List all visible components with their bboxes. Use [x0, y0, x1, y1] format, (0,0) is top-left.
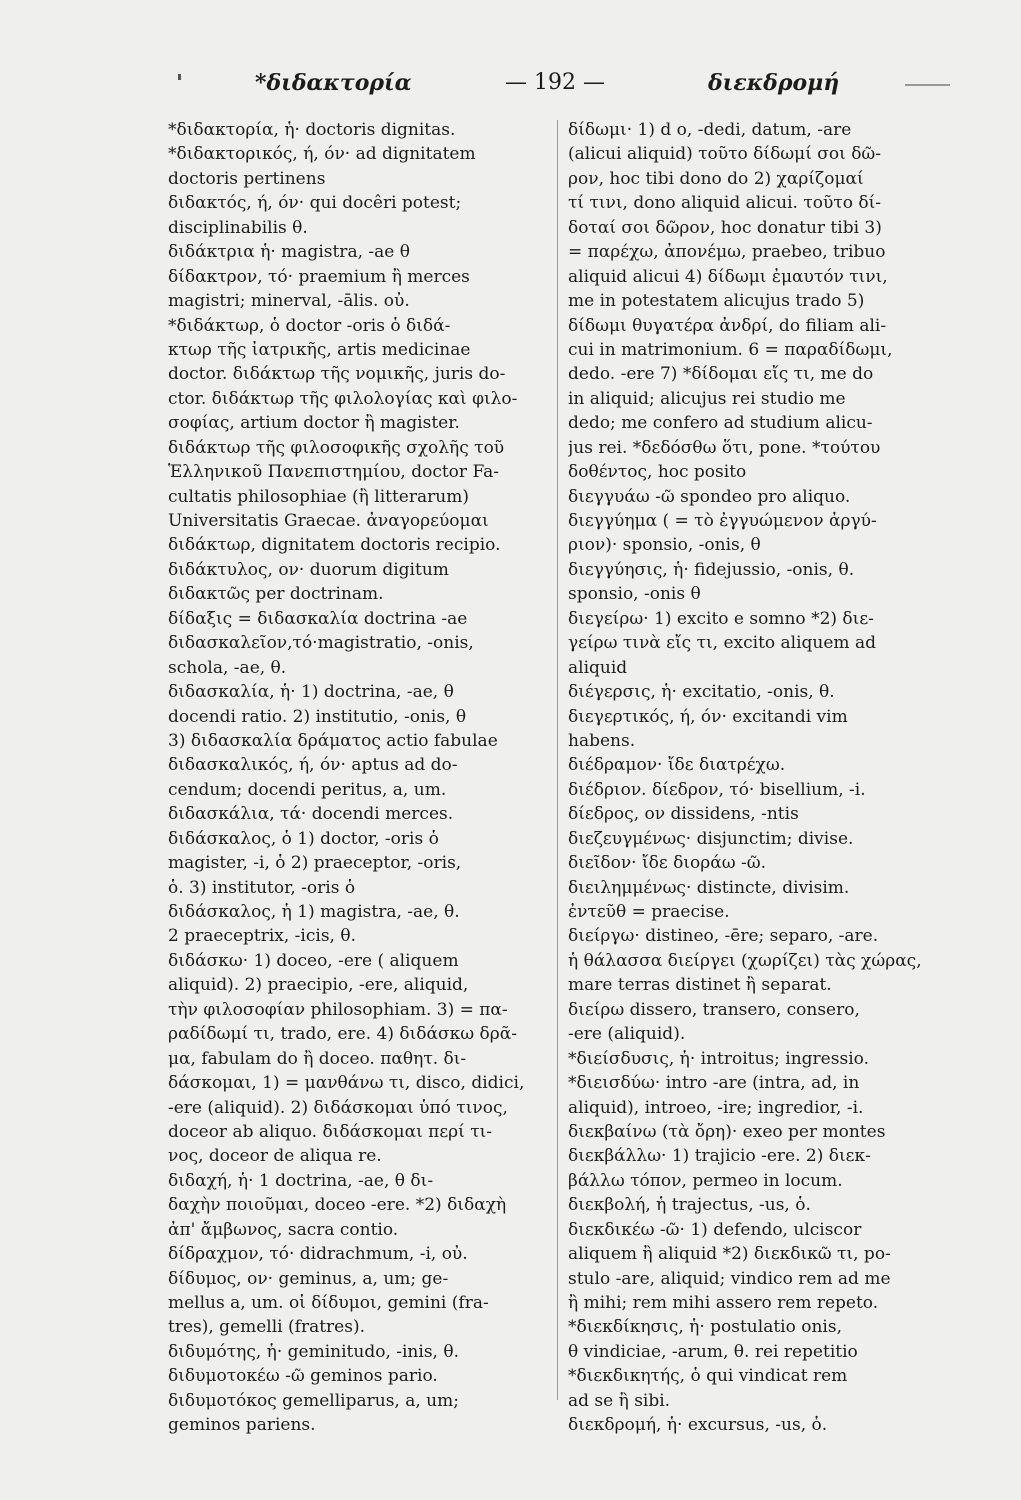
- entry-line: διδακτῶς per doctrinam.: [168, 584, 384, 605]
- entry-line: δαχὴν ποιοῦμαι, doceo -ere. *2) διδαχὴ: [168, 1195, 507, 1216]
- page-number: — 192 —: [505, 70, 605, 95]
- left-column: [168, 118, 558, 1438]
- entry-line: δοθέντος, hoc posito: [568, 462, 747, 483]
- entry-line: magister, -i, ὁ 2) praeceptor, -oris,: [168, 853, 462, 874]
- entry-line: δίδαξις = διδασκαλία doctrina -ae: [168, 608, 468, 629]
- entry-line: = παρέχω, ἀπονέμω, praebeo, tribuo: [568, 242, 886, 263]
- entry-line: Universitatis Graecae. ἀναγορεύομαι: [168, 511, 489, 531]
- entry-line: διεγγύησις, ἡ· fidejussio, -onis, θ.: [568, 559, 855, 580]
- entry-line: in aliquid; alicujus rei studio me: [568, 388, 846, 409]
- entry-line: διδάσκαλος, ὁ 1) doctor, -oris ὁ: [168, 828, 439, 849]
- entry-line: *διεισδύω· intro -are (intra, ad, in: [568, 1073, 860, 1094]
- entry-line: διδάκτωρ τῆς φιλοσοφικῆς σχολῆς τοῦ: [168, 437, 505, 458]
- entry-line: διδασκαλεῖον,τό·magistratio, -onis,: [168, 633, 474, 654]
- entry-line: διδακτός, ή, όν· qui docêri potest;: [168, 193, 462, 214]
- entry-line: διεκβάλλω· 1) trajicio -ere. 2) διεκ-: [568, 1146, 871, 1167]
- entry-line: διδάσκαλος, ἡ 1) magistra, -ae, θ.: [168, 902, 460, 922]
- left-running-headword: *διδακτορία: [255, 70, 412, 96]
- entry-line: doceor ab aliquo. διδάσκομαι περί τι-: [168, 1121, 493, 1142]
- entry-line: διεζευγμένως· disjunctim; divise.: [568, 828, 854, 849]
- entry-line: ριον)· sponsio, -onis, θ: [568, 535, 761, 556]
- entry-line: δίδραχμον, τό· didrachmum, -i, οὐ.: [168, 1244, 468, 1265]
- entry-line: aliquid), introeo, -ire; ingredior, -i.: [568, 1097, 864, 1118]
- entry-line: *διδακτορικός, ή, όν· ad dignitatem: [168, 144, 476, 165]
- entry-line: mare terras distinet ἢ separat.: [568, 975, 832, 996]
- entry-line: διδάκτυλος, ον· duorum digitum: [168, 559, 449, 580]
- entry-line: δάσκομαι, 1) = μανθάνω τι, disco, didici,: [168, 1073, 525, 1094]
- entry-line: ad se ἢ sibi.: [568, 1390, 671, 1411]
- entry-line: aliquid alicui 4) δίδωμι ἐμαυτόν τινι,: [568, 266, 888, 287]
- column-divider: [557, 120, 558, 1400]
- entry-line: habens.: [568, 730, 636, 751]
- entry-line: διεκδρομή, ἡ· excursus, -us, ὁ.: [568, 1415, 828, 1436]
- entry-line: διείργω· distineo, -ēre; separo, -are.: [568, 926, 879, 947]
- entry-line: διείρω dissero, transero, consero,: [568, 999, 860, 1020]
- entry-line: stulo -are, aliquid; vindico rem ad me: [568, 1268, 891, 1289]
- entry-line: aliquid). 2) praecipio, -ere, aliquid,: [168, 975, 469, 996]
- entry-line: (alicui aliquid) τοῦτο δίδωμί σοι δῶ-: [568, 144, 882, 165]
- entry-line: διεγγυάω -ῶ spondeo pro aliquo.: [568, 486, 851, 507]
- entry-line: mellus a, um. οἱ δίδυμοι, gemini (fra-: [168, 1293, 489, 1313]
- entry-line: διδασκάλια, τά· docendi merces.: [168, 804, 454, 825]
- entry-line: doctoris pertinens: [168, 168, 326, 189]
- page-header: [0, 64, 1021, 104]
- entry-line: διειλημμένως· distincte, divisim.: [568, 877, 850, 898]
- entry-line: διδάκτωρ, dignitatem doctoris recipio.: [168, 535, 501, 556]
- entry-line: aliquem ἢ aliquid *2) διεκδικῶ τι, po-: [568, 1244, 891, 1265]
- entry-line: κτωρ τῆς ἰατρικῆς, artis medicinae: [168, 339, 471, 360]
- entry-line: 3) διδασκαλία δράματος actio fabulae: [168, 730, 498, 751]
- entry-line: διδυμοτοκέω -ῶ geminos pario.: [168, 1366, 438, 1387]
- entry-line: docendi ratio. 2) institutio, -onis, θ: [168, 706, 467, 727]
- entry-line: διεγγύημα ( = τὸ ἐγγυώμενον ἀργύ-: [568, 511, 877, 531]
- entry-line: dedo; me confero ad studium alicu-: [568, 413, 873, 434]
- entry-line: γείρω τινὰ εἴς τι, excito aliquem ad: [568, 633, 876, 654]
- entry-line: disciplinabilis θ.: [168, 217, 308, 238]
- entry-line: διδυμοτόκος gemelliparus, a, um;: [168, 1390, 459, 1411]
- entry-line: *διδάκτωρ, ὁ doctor -oris ὁ διδά-: [168, 315, 451, 336]
- entry-line: *διδακτορία, ἡ· doctoris dignitas.: [168, 120, 456, 140]
- entry-line: tres), gemelli (fratres).: [168, 1317, 365, 1338]
- entry-line: *διεκδίκησις, ἡ· postulatio onis,: [568, 1317, 842, 1338]
- entry-line: ρον, hoc tibi dono do 2) χαρίζομαί: [568, 168, 864, 189]
- entry-line: δίεδρος, ον dissidens, -ntis: [568, 804, 799, 825]
- entry-line: θ vindiciae, -arum, θ. rei repetitio: [568, 1341, 858, 1362]
- entry-line: διέδριον. δίεδρον, τό· bisellium, -i.: [568, 779, 866, 800]
- right-column: [568, 118, 950, 1438]
- entry-line: ἢ mihi; rem mihi assero rem repeto.: [568, 1293, 879, 1313]
- entry-line: 2 praeceptrix, -icis, θ.: [168, 926, 356, 947]
- right-running-headword: διεκδρομή: [708, 70, 840, 96]
- entry-line: διδάκτρια ἡ· magistra, -ae θ: [168, 242, 410, 263]
- entry-line: ραδίδωμί τι, trado, ere. 4) διδάσκω δρᾶ-: [168, 1024, 517, 1045]
- entry-line: ctor. διδάκτωρ τῆς φιλολογίας καὶ φιλο-: [168, 388, 518, 409]
- entry-line: ἀπ' ἄμβωνος, sacra contio.: [168, 1219, 399, 1240]
- entry-line: βάλλω τόπον, permeo in locum.: [568, 1170, 843, 1191]
- entry-line: ἐντεῦθ = praecise.: [568, 902, 730, 922]
- entry-line: magistri; minerval, -ālis. οὐ.: [168, 291, 410, 312]
- entry-line: -ere (aliquid). 2) διδάσκομαι ὑπό τινος,: [168, 1097, 508, 1118]
- entry-line: aliquid: [568, 657, 628, 678]
- entry-line: διδασκαλία, ἡ· 1) doctrina, -ae, θ: [168, 682, 454, 703]
- entry-line: cultatis philosophiae (ἢ litterarum): [168, 486, 469, 507]
- entry-line: διδυμότης, ἡ· geminitudo, -inis, θ.: [168, 1341, 459, 1362]
- entry-line: διεκβαίνω (τὰ ὄρη)· exeo per montes: [568, 1121, 886, 1142]
- entry-line: διεῖδον· ἴδε διοράω -ῶ.: [568, 853, 766, 874]
- entry-line: δοταί σοι δῶρον, hoc donatur tibi 3): [568, 217, 882, 238]
- entry-line: τί τινι, dono aliquid alicui. τοῦτο δί-: [568, 193, 882, 214]
- entry-line: schola, -ae, θ.: [168, 657, 287, 678]
- entry-line: διεγερτικός, ή, όν· excitandi vim: [568, 706, 848, 727]
- entry-line: διδάσκω· 1) doceo, -ere ( aliquem: [168, 950, 459, 971]
- entry-line: cui in matrimonium. 6 = παραδίδωμι,: [568, 339, 893, 360]
- entry-line: *διεκδικητής, ὁ qui vindicat rem: [568, 1366, 848, 1387]
- entry-line: μα, fabulam do ἢ doceo. παθητ. δι-: [168, 1048, 467, 1069]
- entry-line: τὴν φιλοσοφίαν philosophiam. 3) = πα-: [168, 999, 508, 1020]
- entry-line: διέδραμον· ἴδε διατρέχω.: [568, 755, 786, 776]
- entry-line: cendum; docendi peritus, a, um.: [168, 779, 447, 800]
- entry-line: δίδωμι θυγατέρα ἀνδρί, do filiam ali-: [568, 315, 887, 336]
- entry-line: *διείσδυσις, ἡ· introitus; ingressio.: [568, 1048, 869, 1069]
- entry-line: Ἑλληνικοῦ Πανεπιστημίου, doctor Fa-: [168, 462, 499, 483]
- entry-line: -ere (aliquid).: [568, 1024, 686, 1045]
- entry-line: doctor. διδάκτωρ τῆς νομικῆς, juris do-: [168, 364, 506, 385]
- entry-line: διεγείρω· 1) excito e somno *2) διε-: [568, 608, 874, 629]
- entry-line: διεκβολή, ἡ trajectus, -us, ὁ.: [568, 1195, 811, 1216]
- entry-line: διδαχή, ἡ· 1 doctrina, -ae, θ δι-: [168, 1170, 434, 1191]
- entry-line: geminos pariens.: [168, 1415, 316, 1436]
- entry-line: ὁ. 3) institutor, -oris ὁ: [168, 877, 356, 898]
- entry-line: sponsio, -onis θ: [568, 584, 701, 605]
- entry-line: δίδακτρον, τό· praemium ἢ merces: [168, 266, 470, 287]
- entry-line: ἡ θάλασσα διείργει (χωρίζει) τὰς χώρας,: [568, 950, 922, 971]
- entry-line: σοφίας, artium doctor ἢ magister.: [168, 413, 460, 434]
- entry-line: δίδυμος, ον· geminus, a, um; ge-: [168, 1268, 449, 1289]
- entry-line: διέγερσις, ἡ· excitatio, -onis, θ.: [568, 682, 835, 703]
- entry-line: δίδωμι· 1) d o, -dedi, datum, -are: [568, 120, 852, 140]
- entry-line: jus rei. *δεδόσθω ὅτι, pone. *τούτου: [568, 437, 881, 458]
- entry-line: dedo. -ere 7) *δίδομαι εἴς τι, me do: [568, 364, 874, 385]
- entry-line: νος, doceor de aliqua re.: [168, 1146, 382, 1167]
- entry-line: me in potestatem alicujus trado 5): [568, 291, 865, 312]
- entry-line: διδασκαλικός, ή, όν· aptus ad do-: [168, 755, 458, 776]
- entry-line: διεκδικέω -ῶ· 1) defendo, ulciscor: [568, 1219, 862, 1240]
